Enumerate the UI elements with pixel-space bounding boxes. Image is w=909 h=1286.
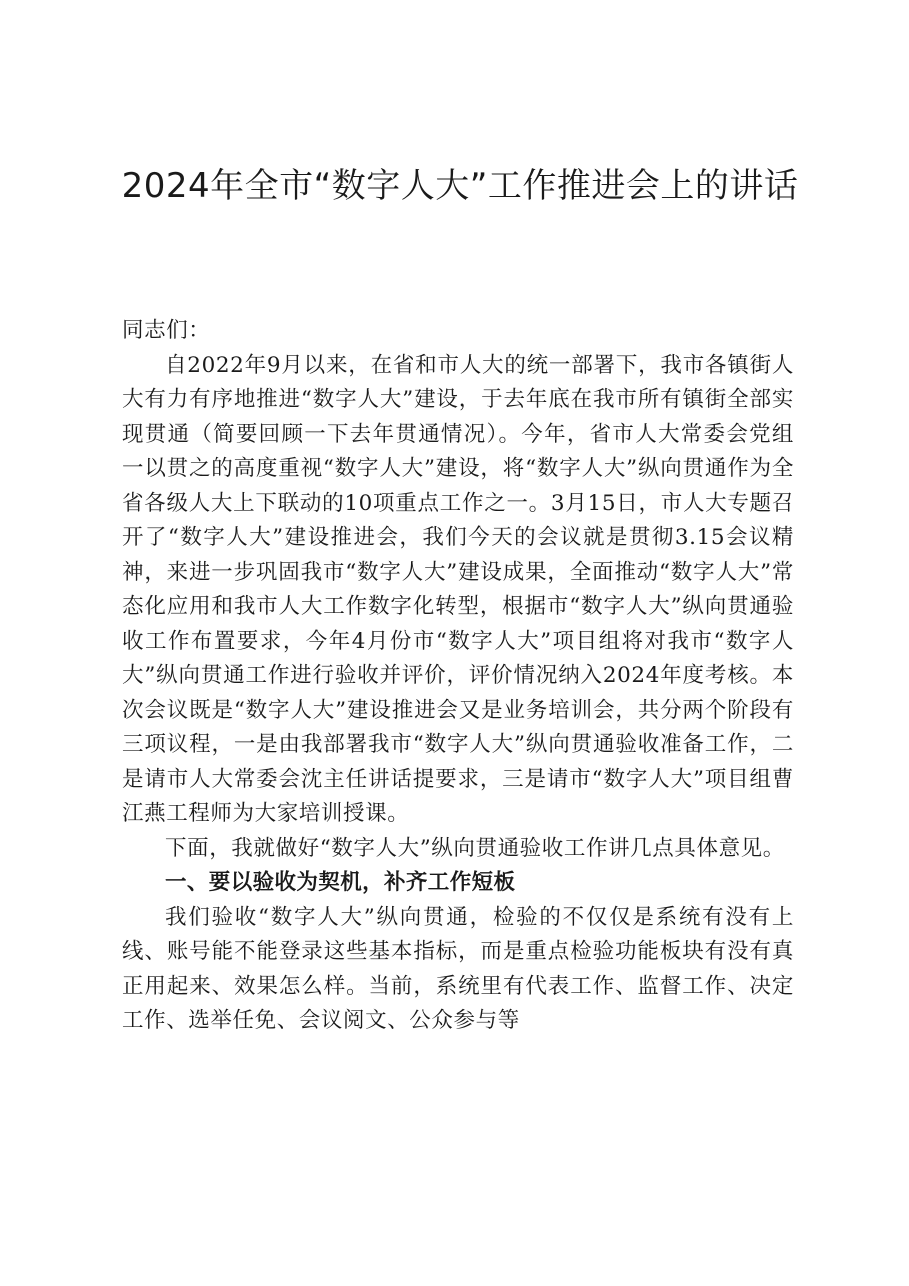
document-body (122, 314, 794, 1039)
paragraph-transition: 下面，我就做好“数字人大”纵向贯通验收工作讲几点具体意见。 (165, 835, 785, 861)
salutation: 同志们： (122, 318, 211, 343)
paragraph-intro: 自2022年9月以来，在省和市人大的统一部署下，我市各镇街人大有力有序地推进“数字人大”建设，于去年底在我市所有镇街全部实现贯通（简要回顾一下去年贯通情况）。今年，省市人大常委会党组一以贯之的高度重视“数字人大”建设，将“数字人大”纵向贯通作为全省各级人大上下联动的10项重点工作之一。3月15日，市人大专题召开了“数字人大”建设推进会，我们今天的会议就是贯彻3.15会议精神，来进一步巩固我市“数字人大”建设成果，全面推动“数字人大”常态化应用和我市人大工作数字化转型，根据市“数字人大”纵向贯通验收工作布置要求，今年4月份市“数字人大”项目组将对我市“数字人大”纵向贯通工作进行验收并评价，评价情况纳入2024年度考核。本次会议既是“数字人大”建设推进会又是业务培训会，共分两个阶段有三项议程，一是由我部署我市“数字人大”纵向贯通验收准备工作，二是请市人大常委会沈主任讲话提要求，三是请市“数字人大”项目组曹江燕工程师为大家培训授课。 (122, 352, 794, 826)
paragraph-section-1: 我们验收“数字人大”纵向贯通，检验的不仅仅是系统有没有上线、账号能不能登录这些基本指标，而是重点检验功能板块有没有真正用起来、效果怎么样。当前，系统里有代表工作、监督工作、决定工作、选举任免、会议阅文、公众参与等 (122, 904, 794, 1033)
document-title: 2024年全市“数字人大”工作推进会上的讲话 (121, 166, 799, 206)
section-heading-1: 一、要以验收为契机，补齐工作短板 (165, 870, 516, 895)
